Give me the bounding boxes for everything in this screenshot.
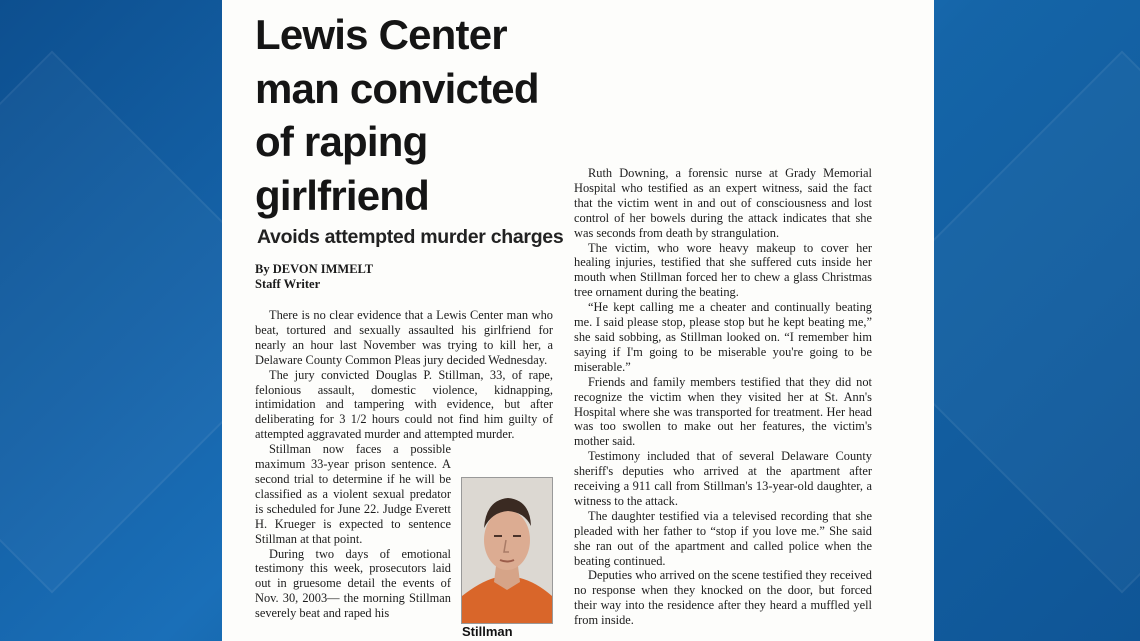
paragraph: Ruth Downing, a forensic nurse at Grady Memorial Hospital who testified as an expert witness, said the fact that the victim went in and out of consciousness and lost control of her bowels during the attack indicates that she was seconds from death by strangulation. [574,166,872,240]
paragraph: Stillman now faces a possible maximum 33-year prison sentence. A second trial to determine if he will be classified as a violent sexual predator is scheduled for June 22. Judge Everett H. Krueger is expected to sentence Stillman at that point. [255,442,451,546]
headline-line: of raping [255,118,428,165]
subheadline: Avoids attempted murder charges [257,226,564,248]
newspaper-clipping [222,0,934,641]
mugshot-photo [461,477,553,624]
paragraph: Friends and family members testified that they did not recognize the victim when they visited her at St. Ann's Hospital where she was transported for treatment. Her head was too swollen to make out her features, the victim's mother said. [574,374,872,449]
paragraph: There is no clear evidence that a Lewis Center man who beat, tortured and sexually assaulted his girlfriend for nearly an hour last November was trying to kill her, a Delaware County Common Pleas jury decided Wednesday. [255,308,553,367]
paragraph: “He kept calling me a cheater and continually beating me. I said please stop, please stop but he kept beating me,” she said sobbing, as Stillman looked on. “I remember him saying if I'm going to be miserable you're going to be miserable.” [574,300,872,374]
article-column-narrow [255,442,451,621]
mugshot-image [462,478,552,623]
paragraph: The jury convicted Douglas P. Stillman, 33, of rape, felonious assault, domestic violence, kidnapping, intimidation and tampering with evidence, but after deliberating for 3 1/2 hours could not find him guilty of attempted aggravated murder and attempted murder. [255,367,553,442]
headline-line: girlfriend [255,171,430,219]
paragraph: The victim, who wore heavy makeup to cover her healing injuries, testified that she suffered cuts inside her mouth when Stillman forced her to chew a glass Christmas tree ornament during the beating. [574,240,872,300]
paragraph: During two days of emotional testimony this week, prosecutors laid out in gruesome detail the events of Nov. 30, 2003— the morning Stillman severely beat and raped his [255,546,451,621]
byline-author: By DEVON IMMELT [255,262,374,276]
byline-role: Staff Writer [255,277,321,291]
headline-line: Lewis Center [255,11,507,58]
article-column-right [574,166,872,628]
headline-line: man convicted [255,64,539,112]
byline [255,262,505,292]
paragraph: Deputies who arrived on the scene testified they received no response when they knocked on the door, but forced their way into the residence after they heard a muffled yell from inside. [574,568,872,628]
photo-caption: Stillman [462,624,513,639]
paragraph: Testimony included that of several Delaware County sheriff's deputies who arrived at the apartment after receiving a 911 call from Stillman's 13-year-old daughter, a witness to the attack. [574,449,872,508]
headline [255,8,555,222]
paragraph: The daughter testified via a televised recording that she pleaded with her father to “stop if you love me.” She said she ran out of the apartment and called police when the beating continued. [574,508,872,568]
